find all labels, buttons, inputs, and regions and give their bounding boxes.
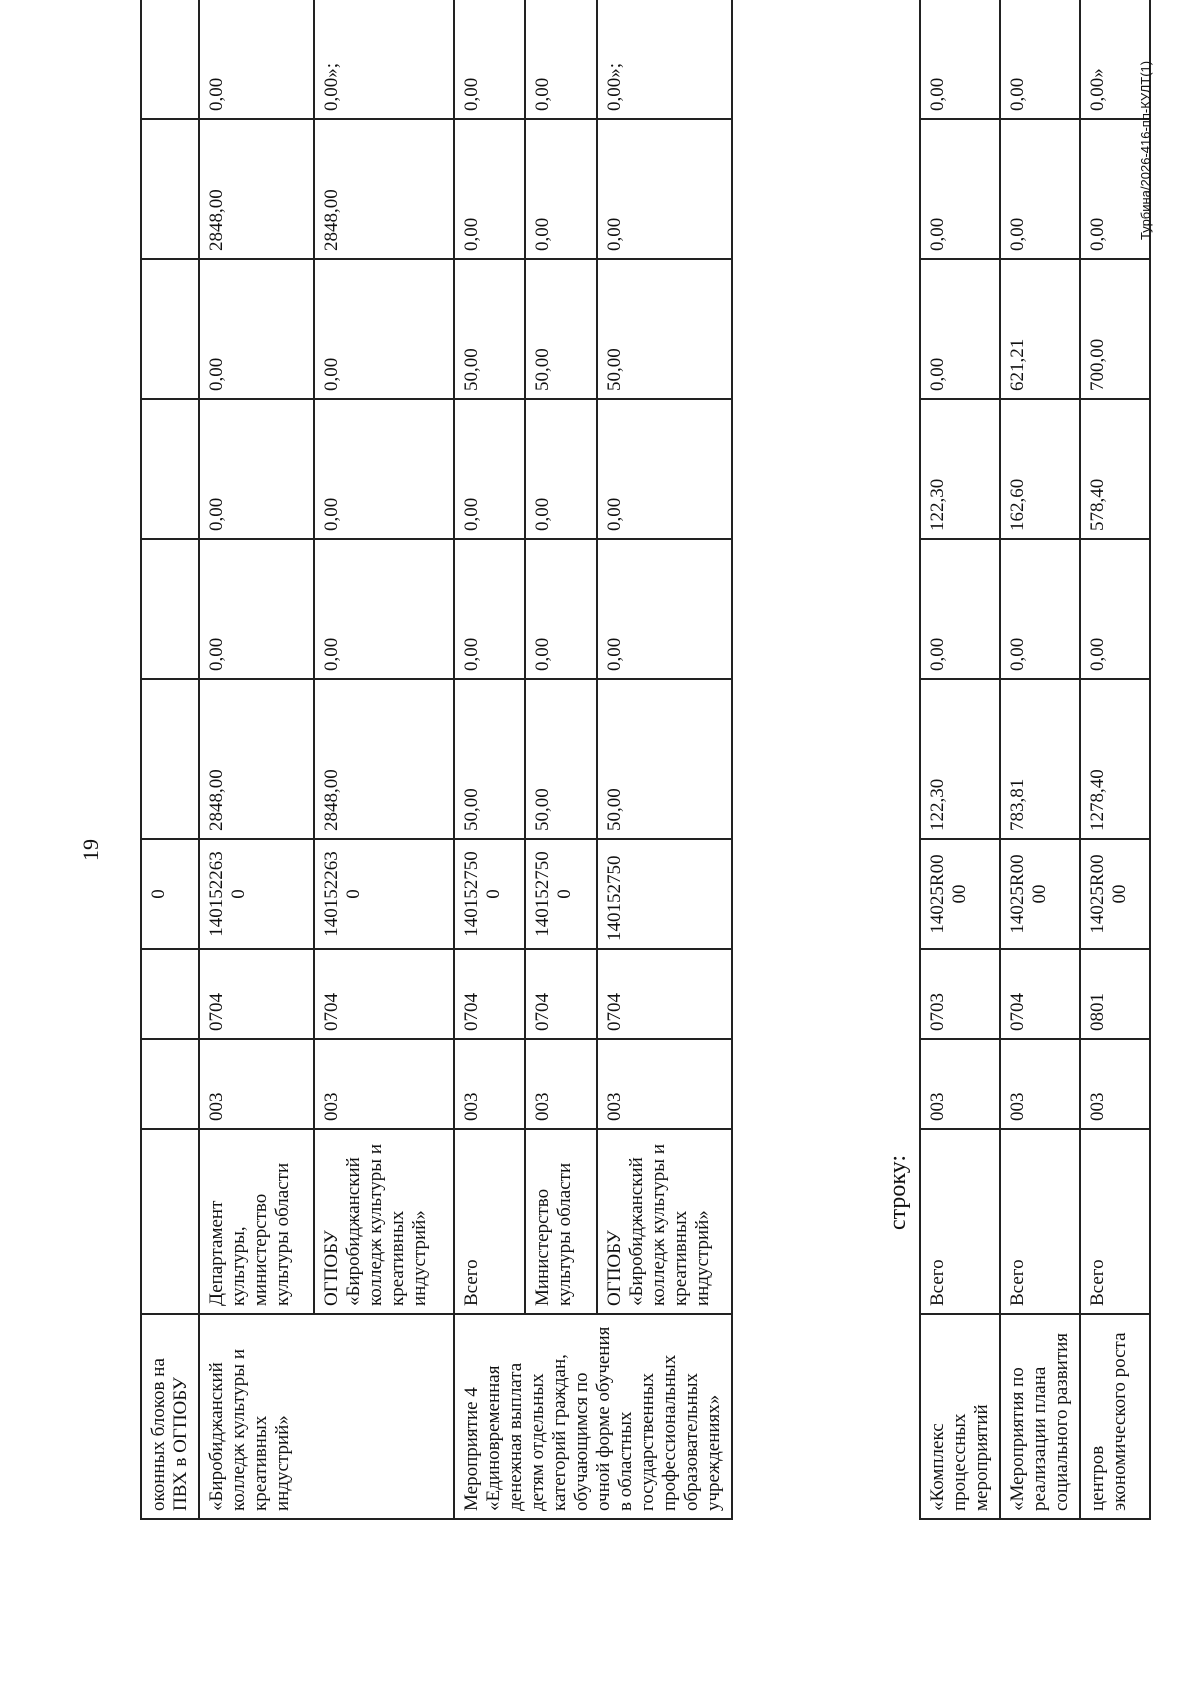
cell-value: 0,00 (454, 119, 525, 259)
cell-name: «Комплекс процессных мероприятий (920, 1314, 1000, 1519)
cell-grbs: 003 (199, 1039, 314, 1129)
cell-grbs: 003 (1080, 1039, 1150, 1129)
cell-value: 0,00 (525, 399, 597, 539)
cell-grbs: 003 (525, 1039, 597, 1129)
cell-value: 0,00» (1080, 0, 1150, 119)
cell-grbs: 003 (454, 1039, 525, 1129)
cell-csr: 14025R00 00 (920, 839, 1000, 949)
cell-org: ОГПОБУ «Биробиджанский колледж культуры и креативных индустрий» (597, 1129, 732, 1314)
cell-value: 0,00»; (597, 0, 732, 119)
table-row (454, 0, 525, 1519)
cell-csr: 140152750 0 (525, 839, 597, 949)
cell-total: 50,00 (525, 679, 597, 839)
cell-value: 50,00 (525, 259, 597, 399)
cell-rzpr: 0704 (454, 949, 525, 1039)
cell-value: 0,00 (454, 539, 525, 679)
cell-value: 0,00»; (314, 0, 454, 119)
cell-org: Всего (1000, 1129, 1080, 1314)
cell-total: 783,81 (1000, 679, 1080, 839)
cell-rzpr: 0801 (1080, 949, 1150, 1039)
budget-table-bottom (919, 0, 1151, 1520)
cell-grbs: 003 (920, 1039, 1000, 1129)
cell-org: Министерство культуры области (525, 1129, 597, 1314)
cell-total: 122,30 (920, 679, 1000, 839)
cell-value: 0,00 (920, 119, 1000, 259)
cell-name: «Мероприятия по реализации плана социального развития (1000, 1314, 1080, 1519)
cell-value: 0,00 (199, 259, 314, 399)
cell-org: ОГПОБУ «Биробиджанский колледж культуры и креативных индустрий» (314, 1129, 454, 1314)
cell-value: 50,00 (597, 259, 732, 399)
cell-csr: 14025R00 00 (1080, 839, 1150, 949)
cell-value: 0,00 (454, 399, 525, 539)
cell-org: Всего (920, 1129, 1000, 1314)
cell-value: 0,00 (920, 259, 1000, 399)
cell-value: 0,00 (454, 0, 525, 119)
cell-value: 0,00 (597, 539, 732, 679)
cell-value: 621,21 (1000, 259, 1080, 399)
table-row (597, 0, 732, 1519)
cell-name: центров экономического роста (1080, 1314, 1150, 1519)
cell-org: Департамент культуры, министерство культуры области (199, 1129, 314, 1314)
cell-rzpr: 0704 (597, 949, 732, 1039)
cell-value: 0,00 (314, 259, 454, 399)
cell-value: 0,00 (597, 399, 732, 539)
cell-org: Всего (454, 1129, 525, 1314)
cell-value: 0,00 (920, 539, 1000, 679)
cell-value: 578,40 (1080, 399, 1150, 539)
cell-csr: 140152750 (597, 839, 732, 949)
cell-value: 0,00 (1000, 539, 1080, 679)
cell-value: 2848,00 (314, 119, 454, 259)
table-row (314, 0, 454, 1519)
cell-value: 0,00 (199, 399, 314, 539)
cell-value: 0,00 (525, 119, 597, 259)
cell-total: 1278,40 (1080, 679, 1150, 839)
cell-total: 2848,00 (199, 679, 314, 839)
cell-value: 700,00 (1080, 259, 1150, 399)
cell-value: 0,00 (199, 0, 314, 119)
cell-value: 0,00 (199, 539, 314, 679)
cell-name: оконных блоков на ПВХ в ОГПОБУ (141, 1314, 199, 1519)
cell-rzpr: 0704 (314, 949, 454, 1039)
cell-name: Мероприятие 4 «Единовременная денежная выплата детям отдельных категорий граждан, обучающимся по очной форме обучения в областных государственных профессиональных образовательных учреждениях» (454, 1314, 732, 1519)
cell-value: 0,00 (1080, 539, 1150, 679)
cell-value: 0,00 (525, 0, 597, 119)
footer-doc-code: Турбина/2026-416-пп-КУЛТ(1) (1138, 60, 1153, 240)
cell-value: 0,00 (314, 399, 454, 539)
cell-rzpr: 0704 (199, 949, 314, 1039)
cell-grbs: 003 (1000, 1039, 1080, 1129)
cell-value: 0,00 (1000, 0, 1080, 119)
cell-value: 0,00 (1000, 119, 1080, 259)
cell-grbs: 003 (314, 1039, 454, 1129)
cell-value: 122,30 (920, 399, 1000, 539)
cell-csr: 140152263 0 (199, 839, 314, 949)
cell-value: 2848,00 (199, 119, 314, 259)
cell-org: Всего (1080, 1129, 1150, 1314)
cell-rzpr: 0704 (525, 949, 597, 1039)
table-row (141, 0, 199, 1519)
cell-name: «Биробиджанский колледж культуры и креативных индустрий» (199, 1314, 454, 1519)
cell-value: 162,60 (1000, 399, 1080, 539)
cell-csr: 140152750 0 (454, 839, 525, 949)
table-row (199, 0, 314, 1519)
budget-table-top (140, 0, 733, 1520)
cell-total: 2848,00 (314, 679, 454, 839)
cell-value: 0,00 (597, 119, 732, 259)
cell-rzpr: 0704 (1000, 949, 1080, 1039)
separator-text: строку: (885, 1154, 911, 1230)
cell-total: 50,00 (597, 679, 732, 839)
page-number: 19 (78, 839, 103, 861)
cell-csr: 0 (141, 839, 199, 949)
cell-csr: 14025R00 00 (1000, 839, 1080, 949)
cell-value: 0,00 (525, 539, 597, 679)
cell-value: 50,00 (454, 259, 525, 399)
table-row (525, 0, 597, 1519)
cell-csr: 140152263 0 (314, 839, 454, 949)
cell-value: 0,00 (314, 539, 454, 679)
cell-value: 0,00 (920, 0, 1000, 119)
table-row (1000, 0, 1080, 1519)
table-row (920, 0, 1000, 1519)
cell-rzpr: 0703 (920, 949, 1000, 1039)
cell-total: 50,00 (454, 679, 525, 839)
cell-value: 0,00 (1080, 119, 1150, 259)
cell-grbs: 003 (597, 1039, 732, 1129)
